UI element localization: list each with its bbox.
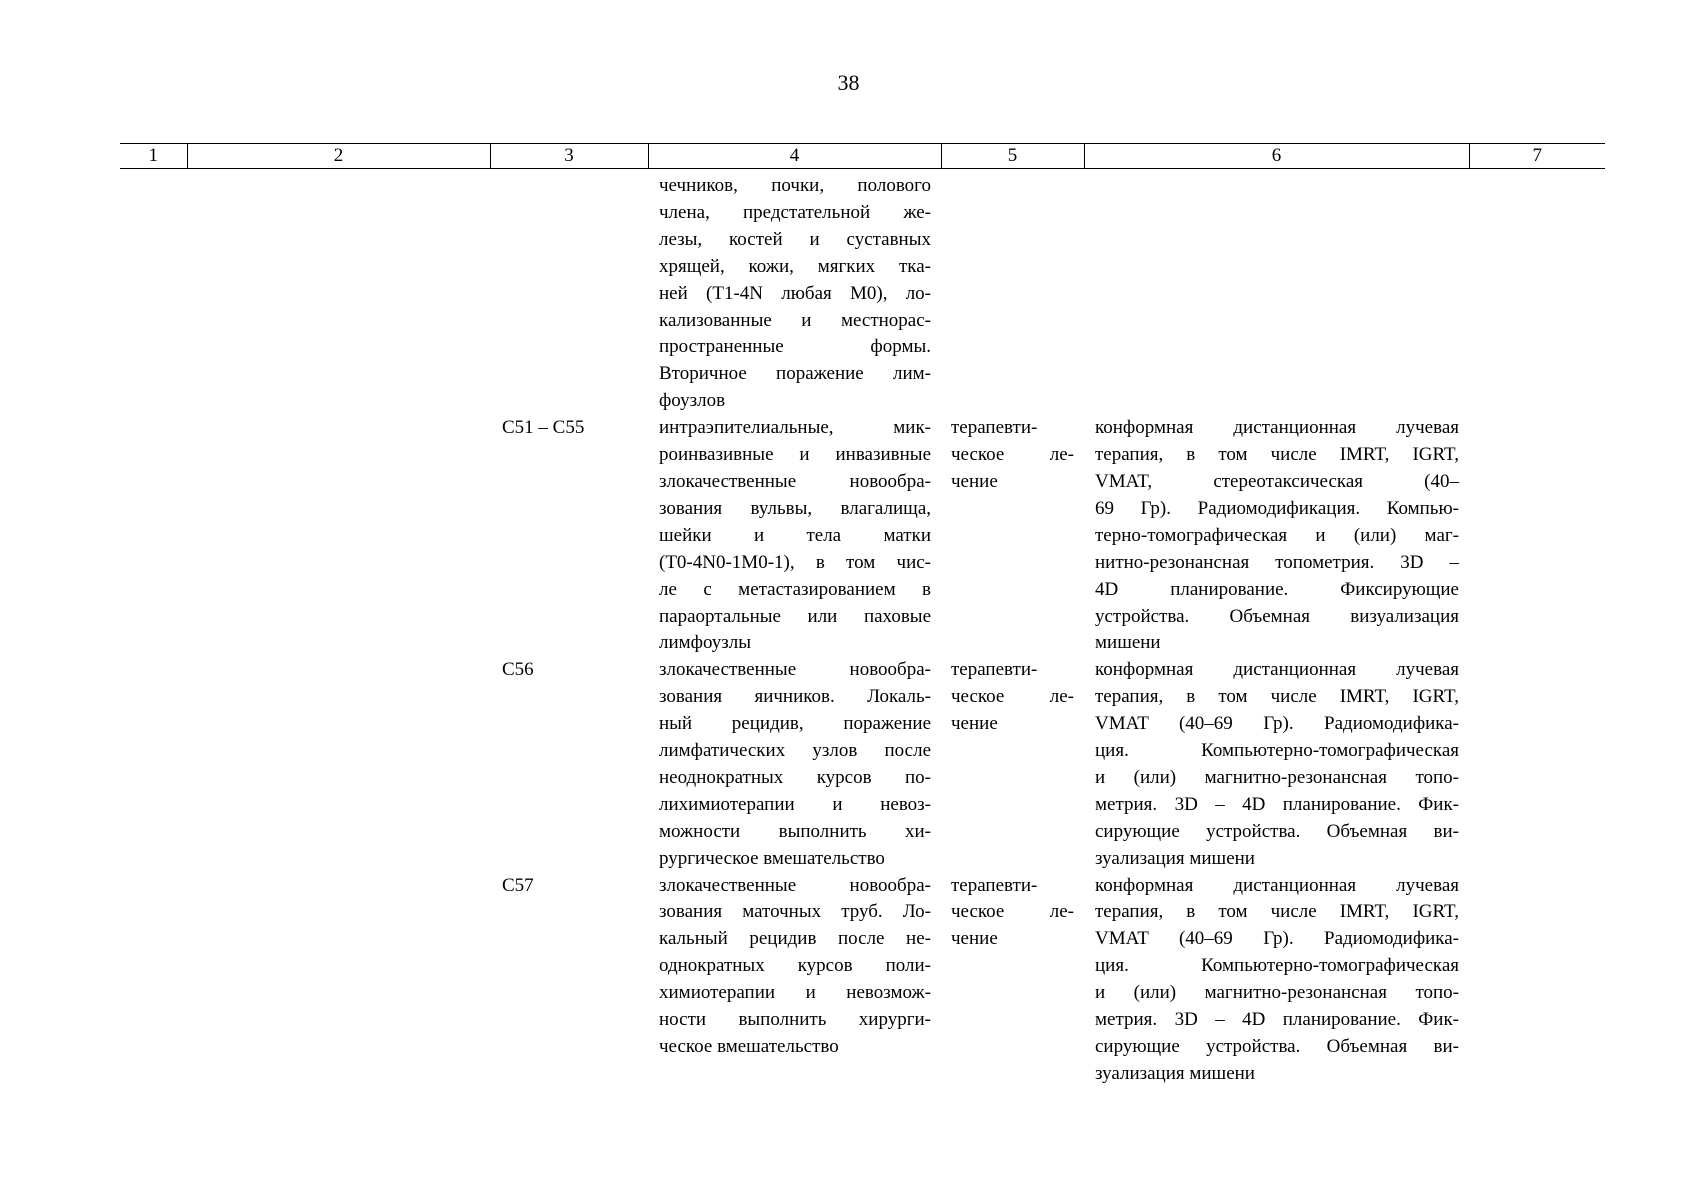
treatment-line: терапевти- — [951, 659, 1038, 681]
diagnosis-line: параортальные или паховые — [659, 605, 931, 627]
method-line: терапия, в том числе IMRT, IGRT, — [1095, 901, 1459, 923]
cell-code — [490, 873, 648, 1088]
diagnosis-line: интраэпителиальные, мик- — [659, 417, 931, 439]
method-line: конформная дистанционная лучевая — [1095, 874, 1459, 896]
table-row — [120, 415, 1605, 657]
diagnosis-line: члена, предстательной же- — [659, 201, 931, 223]
cell-diagnosis — [648, 415, 941, 657]
cell-col2 — [187, 873, 490, 1088]
table-header-row — [120, 144, 1605, 169]
method-line: нитно-резонансная топометрия. 3D – — [1095, 551, 1459, 573]
method-line: терапия, в том числе IMRT, IGRT, — [1095, 686, 1459, 708]
cell-col7 — [1469, 657, 1605, 872]
diagnosis-line: неоднократных курсов по- — [659, 766, 931, 788]
method-line: 69 Гр). Радиомодификация. Компью- — [1095, 497, 1459, 519]
diagnosis-line: зования яичников. Локаль- — [659, 686, 931, 708]
diagnosis-line: кализованные и местнорас- — [659, 309, 931, 331]
cell-method — [1084, 169, 1469, 416]
cell-diagnosis — [648, 657, 941, 872]
method-line: метрия. 3D – 4D планирование. Фик- — [1095, 1009, 1459, 1031]
diagnosis-line: злокачественные новообра- — [659, 470, 931, 492]
diagnosis-line: роинвазивные и инвазивные — [659, 444, 931, 466]
table-row — [120, 873, 1605, 1088]
cell-code — [490, 657, 648, 872]
column-header-7: 7 — [1469, 144, 1605, 169]
cell-col7 — [1469, 169, 1605, 416]
diagnosis-line: однократных курсов поли- — [659, 955, 931, 977]
method-line: 4D планирование. Фиксирующие — [1095, 578, 1459, 600]
diagnosis-line: шейки и тела матки — [659, 524, 931, 546]
method-line: зуализация мишени — [1095, 847, 1255, 869]
cell-code — [490, 169, 648, 416]
method-line: конформная дистанционная лучевая — [1095, 417, 1459, 439]
diagnosis-line: химиотерапии и невозмож- — [659, 982, 931, 1004]
cell-diagnosis — [648, 169, 941, 416]
diagnosis-line: злокачественные новообра- — [659, 659, 931, 681]
treatment-line: ческое ле- — [951, 686, 1074, 708]
cell-method — [1084, 873, 1469, 1088]
method-line: конформная дистанционная лучевая — [1095, 659, 1459, 681]
treatment-line: чение — [951, 928, 998, 950]
cell-method — [1084, 657, 1469, 872]
method-line: метрия. 3D – 4D планирование. Фик- — [1095, 793, 1459, 815]
diagnosis-line: пространенные формы. — [659, 336, 931, 358]
icd-code: C57 — [502, 874, 534, 896]
method-line: и (или) магнитно-резонансная топо- — [1095, 766, 1459, 788]
treatment-table — [120, 143, 1605, 1088]
diagnosis-line: чечников, почки, полового — [659, 175, 931, 196]
cell-col1 — [120, 873, 187, 1088]
diagnosis-line: кальный рецидив после не- — [659, 928, 931, 950]
diagnosis-line: зования вульвы, влагалища, — [659, 497, 931, 519]
diagnosis-line: лимфатических узлов после — [659, 740, 931, 762]
cell-col7 — [1469, 873, 1605, 1088]
diagnosis-line: ле с метастазированием в — [659, 578, 931, 600]
method-line: сирующие устройства. Объемная ви- — [1095, 1036, 1459, 1057]
diagnosis-line: можности выполнить хи- — [659, 820, 931, 842]
diagnosis-line: хрящей, кожи, мягких тка- — [659, 255, 931, 277]
cell-treatment — [941, 169, 1084, 416]
cell-code — [490, 415, 648, 657]
method-line: устройства. Объемная визуализация — [1095, 605, 1459, 627]
diagnosis-line: фоузлов — [659, 390, 726, 412]
cell-col1 — [120, 169, 187, 416]
diagnosis-line: ный рецидив, поражение — [659, 713, 931, 735]
treatment-line: ческое ле- — [951, 901, 1074, 923]
method-line: VMAT (40–69 Гр). Радиомодифика- — [1095, 928, 1459, 950]
cell-col2 — [187, 415, 490, 657]
icd-code: C56 — [502, 659, 534, 681]
column-header-5: 5 — [941, 144, 1084, 169]
diagnosis-line: лихимиотерапии и невоз- — [659, 793, 931, 815]
treatment-line: чение — [951, 713, 998, 735]
method-line: зуализация мишени — [1095, 1062, 1255, 1084]
treatment-line: терапевти- — [951, 874, 1038, 896]
diagnosis-line: рургическое вмешательство — [659, 847, 885, 869]
cell-treatment — [941, 657, 1084, 872]
diagnosis-line: лимфоузлы — [659, 632, 752, 654]
diagnosis-line: Вторичное поражение лим- — [659, 363, 931, 385]
cell-treatment — [941, 873, 1084, 1088]
icd-code: C51 – C55 — [502, 417, 585, 439]
treatment-line: чение — [951, 470, 998, 492]
column-header-2: 2 — [187, 144, 490, 169]
method-line: сирующие устройства. Объемная ви- — [1095, 820, 1459, 842]
cell-col1 — [120, 415, 187, 657]
method-line: терно-томографическая и (или) маг- — [1095, 524, 1459, 546]
diagnosis-line: злокачественные новообра- — [659, 874, 931, 896]
treatment-line: терапевти- — [951, 417, 1038, 439]
treatment-line: ческое ле- — [951, 444, 1074, 466]
cell-treatment — [941, 415, 1084, 657]
cell-col7 — [1469, 415, 1605, 657]
column-header-6: 6 — [1084, 144, 1469, 169]
cell-col1 — [120, 657, 187, 872]
diagnosis-line: зования маточных труб. Ло- — [659, 901, 931, 923]
cell-method — [1084, 415, 1469, 657]
diagnosis-line: ческое вмешательство — [659, 1036, 839, 1057]
method-line: VMAT (40–69 Гр). Радиомодифика- — [1095, 713, 1459, 735]
cell-col2 — [187, 169, 490, 416]
method-line: VMAT, стереотаксическая (40– — [1095, 470, 1459, 492]
method-line: ция. Компьютерно-томографическая — [1095, 740, 1459, 762]
method-line: мишени — [1095, 632, 1161, 654]
page-number: 38 — [837, 70, 860, 95]
diagnosis-line: ности выполнить хирурги- — [659, 1009, 931, 1031]
diagnosis-line: лезы, костей и суставных — [659, 228, 931, 250]
diagnosis-line: ней (T1-4N любая M0), ло- — [659, 282, 931, 304]
table-row — [120, 169, 1605, 416]
column-header-1: 1 — [120, 144, 187, 169]
method-line: ция. Компьютерно-томографическая — [1095, 955, 1459, 977]
column-header-3: 3 — [490, 144, 648, 169]
table-row — [120, 657, 1605, 872]
method-line: терапия, в том числе IMRT, IGRT, — [1095, 444, 1459, 466]
cell-col2 — [187, 657, 490, 872]
cell-diagnosis — [648, 873, 941, 1088]
method-line: и (или) магнитно-резонансная топо- — [1095, 982, 1459, 1004]
diagnosis-line: (T0-4N0-1M0-1), в том чис- — [659, 551, 931, 573]
column-header-4: 4 — [648, 144, 941, 169]
